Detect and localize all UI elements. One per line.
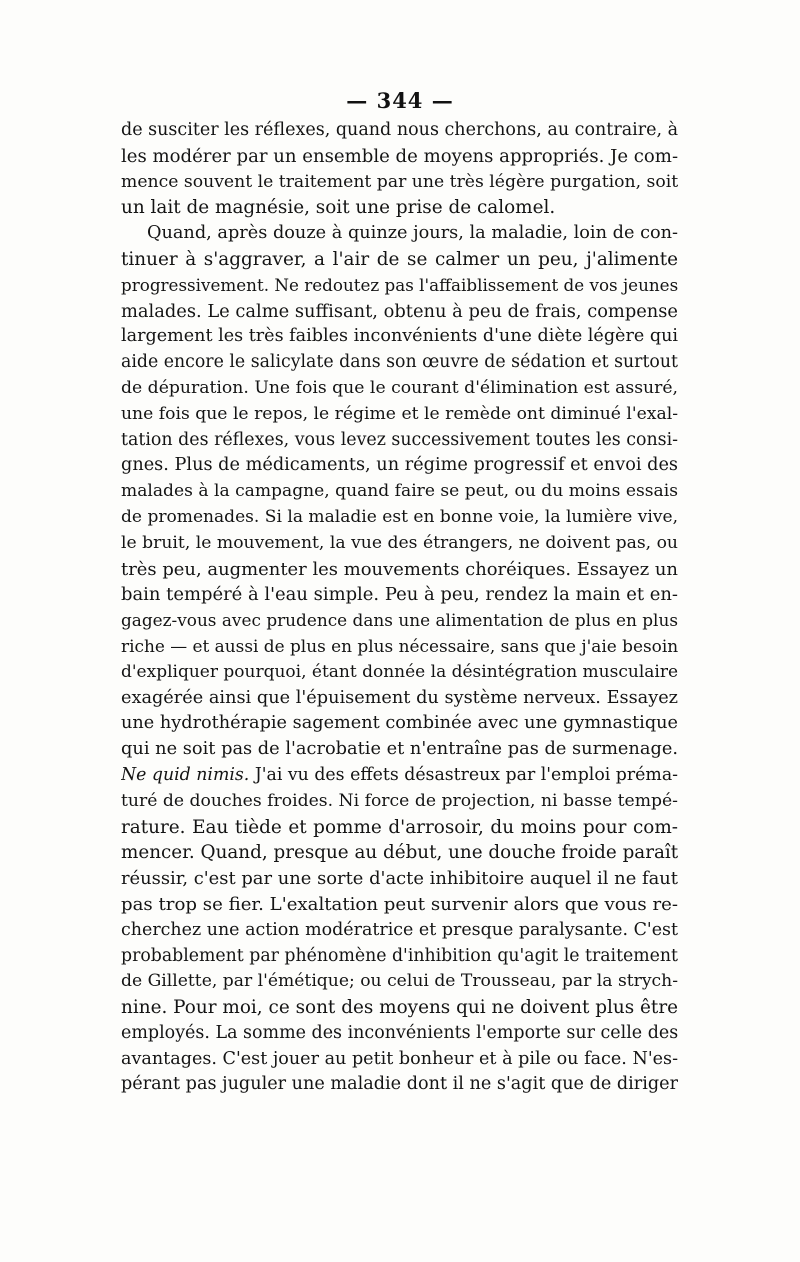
text-line xyxy=(121,1072,678,1098)
text-line xyxy=(121,350,678,376)
text-line-content: turé de douches froides. Ni force de projection, ni basse tempé- xyxy=(121,790,678,811)
text-line xyxy=(121,324,678,350)
text-line-content: de susciter les réflexes, quand nous cherchons, au contraire, à xyxy=(121,120,678,140)
text-line-content: mencer. Quand, presque au début, une douche froide paraît xyxy=(121,842,678,864)
text-line xyxy=(121,195,678,221)
text-line-content: aide encore le salicylate dans son œuvre de sédation et surtout xyxy=(121,352,678,373)
text-line-content: une fois que le repos, le régime et le remède ont diminué l'exal- xyxy=(121,403,678,424)
text-line xyxy=(121,918,678,944)
body-text xyxy=(121,118,678,1098)
text-line xyxy=(121,299,678,325)
text-line-content: riche — et aussi de plus en plus nécessaire, sans que j'aie besoin xyxy=(121,635,678,656)
text-line-content: pas trop se fier. L'exaltation peut survenir alors que vous re- xyxy=(121,893,678,915)
text-line-content: les modérer par un ensemble de moyens appropriés. Je com- xyxy=(121,145,678,167)
text-line xyxy=(121,428,678,454)
text-line-content: réussir, c'est par une sorte d'acte inhibitoire auquel il ne faut xyxy=(121,868,678,890)
text-line xyxy=(121,686,678,712)
text-line xyxy=(121,144,678,170)
text-line-content: pérant pas juguler une maladie dont il ne s'agit que de diriger xyxy=(121,1074,678,1095)
text-line xyxy=(121,582,678,608)
text-line-content: de Gillette, par l'émétique; ou celui de Trousseau, par la strych- xyxy=(121,971,678,992)
text-line-content: bain tempéré à l'eau simple. Peu à peu, rendez la main et en- xyxy=(121,584,678,606)
text-line xyxy=(121,557,678,583)
text-line xyxy=(121,789,678,815)
text-line-content: exagérée ainsi que l'épuisement du système nerveux. Essayez xyxy=(121,687,678,708)
text-line-content: un lait de magnésie, soit une prise de calomel. xyxy=(121,197,556,219)
text-line-content: qui ne soit pas de l'acrobatie et n'entraîne pas de surmenage. xyxy=(121,739,678,760)
text-line xyxy=(121,892,678,918)
text-line xyxy=(121,505,678,531)
text-line-content: tinuer à s'aggraver, a l'air de se calmer un peu, j'alimente xyxy=(121,248,678,270)
text-line xyxy=(121,634,678,660)
text-line xyxy=(121,247,678,273)
text-line-content: de promenades. Si la maladie est en bonne voie, la lumière vive, xyxy=(121,506,678,527)
text-line xyxy=(121,221,678,247)
text-line-content: de dépuration. Une fois que le courant d'élimination est assuré, xyxy=(121,377,678,398)
text-line xyxy=(121,840,678,866)
text-line-content: probablement par phénomène d'inhibition qu'agit le traitement xyxy=(121,945,678,966)
text-line xyxy=(121,1047,678,1073)
text-line xyxy=(121,866,678,892)
text-line xyxy=(121,660,678,686)
text-line xyxy=(121,453,678,479)
text-line-content: rature. Eau tiède et pomme d'arrosoir, du moins pour com- xyxy=(121,816,678,838)
text-line-content: nine. Pour moi, ce sont des moyens qui ne doivent plus être xyxy=(121,997,678,1019)
text-line xyxy=(121,531,678,557)
text-line-content: malades. Le calme suffisant, obtenu à peu de frais, compense xyxy=(121,300,678,322)
text-line xyxy=(121,815,678,841)
text-line-content: gagez-vous avec prudence dans une alimentation de plus en plus xyxy=(121,610,678,631)
text-line xyxy=(121,402,678,428)
page-number: — 344 — xyxy=(346,88,454,113)
text-line xyxy=(121,1021,678,1047)
text-line-content: une hydrothérapie sagement combinée avec une gymnastique xyxy=(121,713,678,734)
text-line-content: le bruit, le mouvement, la vue des étrangers, ne doivent pas, ou xyxy=(121,532,678,553)
text-line-content: très peu, augmenter les mouvements choréiques. Essayez un xyxy=(121,558,678,580)
text-line xyxy=(121,170,678,196)
text-line-content: gnes. Plus de médicaments, un régime progressif et envoi des xyxy=(121,455,678,476)
text-line xyxy=(121,995,678,1021)
text-line-content: employés. La somme des inconvénients l'emporte sur celle des xyxy=(121,1022,678,1043)
text-line xyxy=(121,118,678,144)
text-line-content: malades à la campagne, quand faire se peut, ou du moins essais xyxy=(121,481,678,502)
text-line xyxy=(121,376,678,402)
text-line xyxy=(121,737,678,763)
text-line xyxy=(121,608,678,634)
text-line xyxy=(121,944,678,970)
text-line-content: Quand, après douze à quinze jours, la maladie, loin de con- xyxy=(147,223,678,244)
text-line xyxy=(121,273,678,299)
text-line-content: progressivement. Ne redoutez pas l'affaiblissement de vos jeunes xyxy=(121,274,678,295)
text-line-content: largement les très faibles inconvénients d'une diète légère qui xyxy=(121,326,678,347)
text-line xyxy=(121,969,678,995)
text-line-content: cherchez une action modératrice et presque paralysante. C'est xyxy=(121,919,678,940)
text-line-content: d'expliquer pourquoi, étant donnée la désintégration musculaire xyxy=(121,661,678,682)
text-line xyxy=(121,763,678,789)
italic-phrase: Ne quid nimis. xyxy=(121,764,250,785)
text-line xyxy=(121,479,678,505)
text-line-content: mence souvent le traitement par une très légère purgation, soit xyxy=(121,171,678,192)
text-line xyxy=(121,711,678,737)
text-line-content: avantages. C'est jouer au petit bonheur et à pile ou face. N'es- xyxy=(121,1048,678,1069)
text-line-content: tation des réflexes, vous levez successivement toutes les consi- xyxy=(121,429,678,450)
text-line-content: J'ai vu des effets désastreux par l'emploi préma- xyxy=(249,764,678,785)
